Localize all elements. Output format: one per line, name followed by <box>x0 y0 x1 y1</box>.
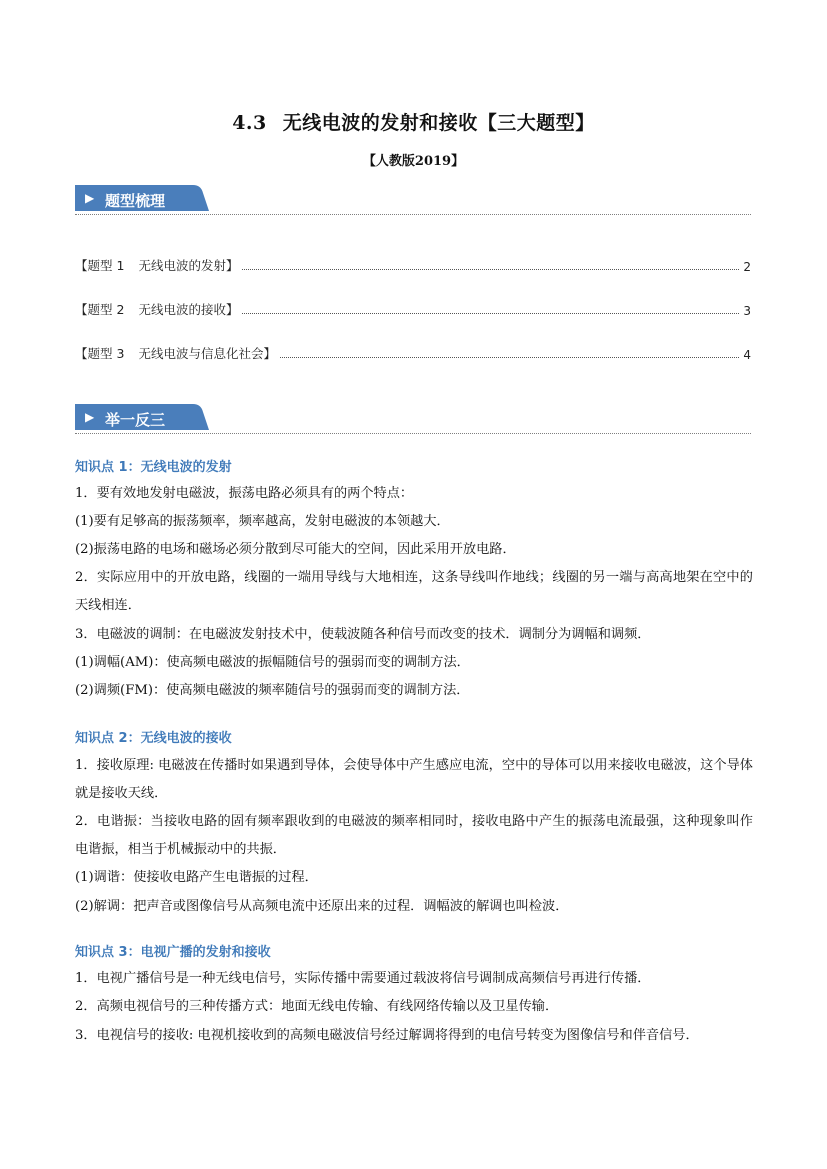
toc-title: 无线电波的接收】 <box>138 302 239 317</box>
play-arrow-icon: ▶ <box>85 191 95 205</box>
toc-title: 无线电波的发射】 <box>138 258 239 273</box>
banner-rule <box>75 214 751 215</box>
paragraph: (2)调频(FM)：使高频电磁波的频率随信号的强弱而变的调制方法． <box>75 683 470 698</box>
toc-leader <box>280 357 739 358</box>
toc-leader <box>242 313 739 314</box>
paragraph: (2)解调：把声音或图像信号从高频电流中还原出来的过程．调幅波的解调也叫检波． <box>75 899 569 914</box>
page-title <box>0 108 827 135</box>
paragraph: (1)要有足够高的振荡频率，频率越高，发射电磁波的本领越大． <box>75 514 450 529</box>
paragraph: 1．接收原理: 电磁波在传播时如果遇到导体，会使导体中产生感应电流，空中的导体可以用来接收电磁波，这个导体就是接收天线． <box>75 758 753 801</box>
paragraph: 3．电磁波的调制：在电磁波发射技术中，使载波随各种信号而改变的技术．调制分为调幅和调频． <box>75 627 651 642</box>
paragraph: (1)调幅(AM)：使高频电磁波的振幅随信号的强弱而变的调制方法． <box>75 655 470 670</box>
examples-banner <box>75 404 751 434</box>
knowledge-heading: 知识点 3：电视广播的发射和接收 <box>75 945 271 960</box>
section-number: 4.3 <box>232 112 267 134</box>
toc-entry[interactable] <box>75 300 751 318</box>
banner-label: 题型梳理 <box>105 192 166 210</box>
paragraph: (1)调谐：使接收电路产生电谐振的过程． <box>75 870 318 885</box>
toc-page: 2 <box>743 260 751 274</box>
toc-entry[interactable] <box>75 256 751 274</box>
toc-banner <box>75 185 751 215</box>
knowledge-heading: 知识点 2：无线电波的接收 <box>75 731 232 746</box>
toc-leader <box>242 269 739 270</box>
toc-tag: 【题型 2 <box>75 302 125 317</box>
paragraph: 2．实际应用中的开放电路，线圈的一端用导线与大地相连，这条导线叫作地线；线圈的另一端与高高地架在空中的天线相连． <box>75 570 753 613</box>
paragraph: 1．要有效地发射电磁波，振荡电路必须具有的两个特点： <box>75 486 414 501</box>
toc-page: 3 <box>743 304 751 318</box>
title-text: 无线电波的发射和接收【三大题型】 <box>282 112 595 134</box>
knowledge-heading: 知识点 1：无线电波的发射 <box>75 460 232 475</box>
toc-entry[interactable] <box>75 344 751 362</box>
toc-title: 无线电波与信息化社会】 <box>138 346 276 361</box>
toc-page: 4 <box>743 348 751 362</box>
paragraph: 2．电谐振：当接收电路的固有频率跟收到的电磁波的频率相同时，接收电路中产生的振荡电流最强，这种现象叫作电谐振，相当于机械振动中的共振． <box>75 814 753 857</box>
paragraph: (2)振荡电路的电场和磁场必须分散到尽可能大的空间，因此采用开放电路． <box>75 542 516 557</box>
banner-rule <box>75 433 751 434</box>
toc-tag: 【题型 1 <box>75 258 125 273</box>
paragraph: 1．电视广播信号是一种无线电信号，实际传播中需要通过载波将信号调制成高频信号再进行传播． <box>75 971 651 986</box>
paragraph: 2．高频电视信号的三种传播方式：地面无线电传输、有线网络传输以及卫星传输． <box>75 999 559 1014</box>
play-arrow-icon: ▶ <box>85 410 95 424</box>
toc-tag: 【题型 3 <box>75 346 125 361</box>
paragraph: 3．电视信号的接收: 电视机接收到的高频电磁波信号经过解调将得到的电信号转变为图像信号和伴音信号． <box>75 1028 699 1043</box>
edition-label: 【人教版2019】 <box>362 154 465 169</box>
banner-label: 举一反三 <box>105 411 166 429</box>
